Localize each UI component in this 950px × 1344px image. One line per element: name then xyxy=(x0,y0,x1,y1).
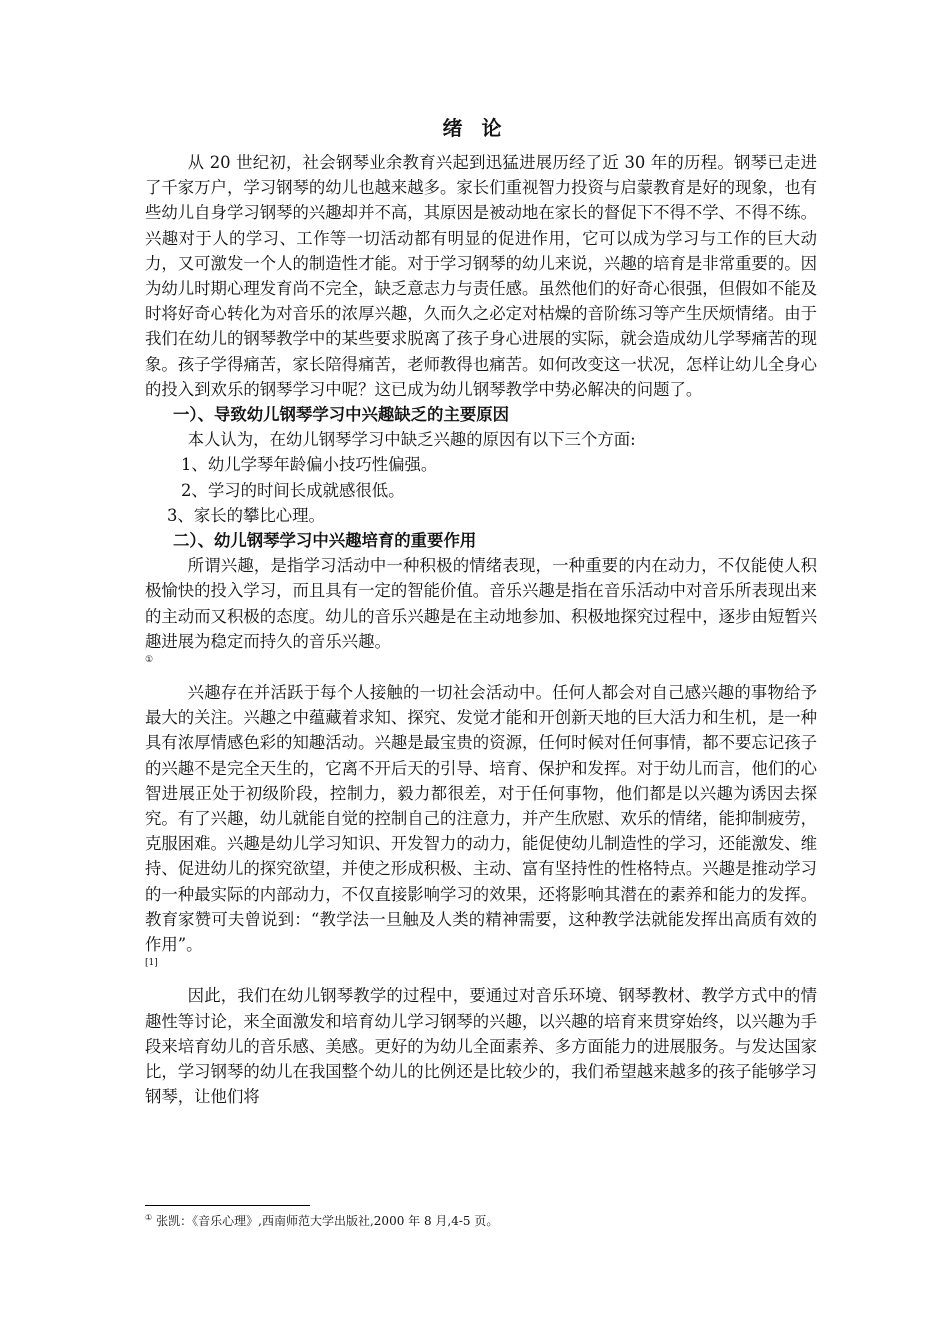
section-heading-1: 一）、导致幼儿钢琴学习中兴趣缺乏的主要原因 xyxy=(173,405,510,425)
interest-importance-paragraph: 兴趣存在并活跃于每个人接触的一切社会活动中。任何人都会对自己感兴趣的事物给予最大的关注。兴趣之中蕴藏着求知、探究、发觉才能和开创新天地的巨大活力和生机，是一种具有浓厚情感色彩的知趣活动。兴趣是最宝贵的资源，任何时候对任何事情，都不要忘记孩子的兴趣不是完全天生的，它离不开后天的引导、培育、保护和发挥。对于幼儿而言，他们的心智进展正处于初级阶段，控制力，毅力都很差，对于任何事物，他们都是以兴趣为诱因去探究。有了兴趣，幼儿就能自觉的控制自己的注意力，并产生欣慰、欢乐的情绪，能抑制疲劳，克服困难。兴趣是幼儿学习知识、开发智力的动力，能促使幼儿制造性的学习，还能激发、维持、促进幼儿的探究欲望，并使之形成积极、主动、富有坚持性的性格特点。兴趣是推动学习的一种最实际的内部动力，不仅直接影响学习的效果，还将影响其潜在的素养和能力的发挥。教育家赞可夫曾说到：“教学法一旦触及人类的精神需要，这种教学法就能发挥出高质有效的作用”。 xyxy=(145,683,818,955)
reasons-intro: 本人认为，在幼儿钢琴学习中缺乏兴趣的原因有以下三个方面: xyxy=(187,430,636,450)
interest-definition-paragraph: 所谓兴趣，是指学习活动中一种积极的情绪表现，一种重要的内在动力，不仅能使人积极愉快的投入学习，而且具有一定的智能价值。音乐兴趣是指在音乐活动中对音乐所表现出来的主动而又积极的态度。幼儿的音乐兴趣是在主动地参加、积极地探究过程中，逐步由短暂兴趣进展为稳定而持久的音乐兴趣。 xyxy=(145,556,818,651)
page-title: 绪 论 xyxy=(442,116,508,140)
conclusion-paragraph: 因此，我们在幼儿钢琴教学的过程中，要通过对音乐环境、钢琴教材、教学方式中的情趣性等讨论，来全面激发和培育幼儿学习钢琴的兴趣，以兴趣的培育来贯穿始终，以兴趣为手段来培育幼儿的音乐感、美感。更好的为幼儿全面素养、多方面能力的进展服务。与发达国家比，学习钢琴的幼儿在我国整个幼儿的比例还是比较少的，我们希望越来越多的孩子能够学习钢琴，让他们将 xyxy=(145,986,818,1107)
footnote-text: 张凯：《音乐心理》,西南师范大学出版社,2000 年 8 月,4-5 页。 xyxy=(156,1214,499,1228)
document-body xyxy=(145,150,817,1109)
section-heading-2: 二）、幼儿钢琴学习中兴趣培育的重要作用 xyxy=(173,531,477,551)
reason-item-3: 3、家长的攀比心理。 xyxy=(167,505,325,525)
footnote-divider xyxy=(145,1205,310,1206)
intro-paragraph: 从 20 世纪初，社会钢琴业余教育兴起到迅猛进展历经了近 30 年的历程。钢琴已走进了千家万户，学习钢琴的幼儿也越来越多。家长们重视智力投资与启蒙教育是好的现象，也有些幼儿自身学习钢琴的兴趣却并不高，其原因是被动地在家长的督促下不得不学、不得不练。兴趣对于人的学习、工作等一切活动都有明显的促进作用，它可以成为学习与工作的巨大动力，又可激发一个人的制造性才能。对于学习钢琴的幼儿来说，兴趣的培育是非常重要的。因为幼儿时期心理发育尚不完全，缺乏意志力与责任感。虽然他们的好奇心很强，但假如不能及时将好奇心转化为对音乐的浓厚兴趣，久而久之必定对枯燥的音阶练习等产生厌烦情绪。由于我们在幼儿的钢琴教学中的某些要求脱离了孩子身心进展的实际，就会造成幼儿学琴痛苦的现象。孩子学得痛苦，家长陪得痛苦，老师教得也痛苦。如何改变这一状况，怎样让幼儿全身心的投入到欢乐的钢琴学习中呢？这已成为幼儿钢琴教学中势必解决的问题了。 xyxy=(145,153,818,399)
footnote-number: ① xyxy=(145,1213,153,1222)
reference-marker: [1] xyxy=(145,958,158,969)
footnote-marker: ① xyxy=(145,655,154,666)
reason-item-1: 1、幼儿学琴年龄偏小技巧性偏强。 xyxy=(181,455,438,475)
reason-item-2: 2、学习的时间长成就感很低。 xyxy=(181,480,405,500)
footnote xyxy=(145,1210,498,1229)
